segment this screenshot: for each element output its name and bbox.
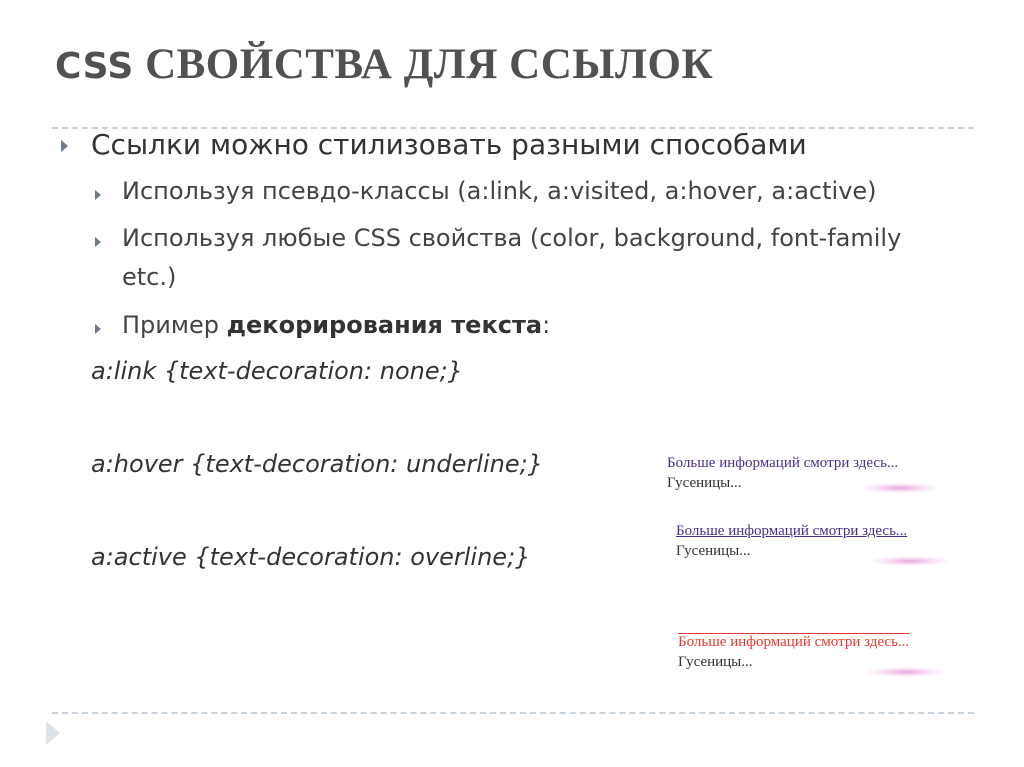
pink-glow xyxy=(860,483,940,493)
slide-title-rest: СВОЙСТВА ДЛЯ ССЫЛОК xyxy=(145,41,714,88)
slide-next-arrow-icon[interactable] xyxy=(46,721,60,745)
demo-caterpillars-link[interactable]: Гусеницы... xyxy=(676,543,751,559)
demo-more-info-link[interactable]: Больше информаций смотри здесь... xyxy=(678,634,910,650)
bullet-triangle-icon xyxy=(95,190,101,200)
bullet-triangle-icon xyxy=(95,324,101,334)
sub-bullet-css-properties-cont: etc.) xyxy=(122,263,177,291)
slide-title-css: CSS xyxy=(55,46,134,87)
demo-caterpillars-link[interactable]: Гусеницы... xyxy=(667,475,742,491)
bullet-triangle-icon xyxy=(61,140,68,152)
code-active: a:active {text-decoration: overline;} xyxy=(91,543,531,571)
sub-bullet-css-properties: Используя любые CSS свойства (color, background, font-family xyxy=(122,224,902,252)
example-suffix: : xyxy=(542,311,551,339)
example-prefix: Пример xyxy=(122,311,227,339)
slide-title xyxy=(55,40,713,89)
bottom-divider xyxy=(52,712,974,714)
pink-glow xyxy=(866,667,946,677)
sub-bullet-pseudo-classes: Используя псевдо-классы (a:link, a:visited, a:hover, a:active) xyxy=(122,177,877,205)
demo-more-info-link[interactable]: Больше информаций смотри здесь... xyxy=(667,455,899,471)
sub-bullet-example xyxy=(122,311,550,339)
demo-more-info-link[interactable]: Больше информаций смотри здесь... xyxy=(676,523,908,539)
code-link: a:link {text-decoration: none;} xyxy=(91,357,463,385)
pink-glow xyxy=(870,556,950,566)
example-bold: декорирования текста xyxy=(226,311,543,339)
main-bullet-text: Ссылки можно стилизовать разными способами xyxy=(91,128,807,161)
demo-caterpillars-link[interactable]: Гусеницы... xyxy=(678,654,753,670)
demo-active-state xyxy=(678,634,909,671)
bullet-triangle-icon xyxy=(95,237,101,247)
code-hover: a:hover {text-decoration: underline;} xyxy=(91,450,543,478)
demo-hover-state xyxy=(676,523,907,560)
